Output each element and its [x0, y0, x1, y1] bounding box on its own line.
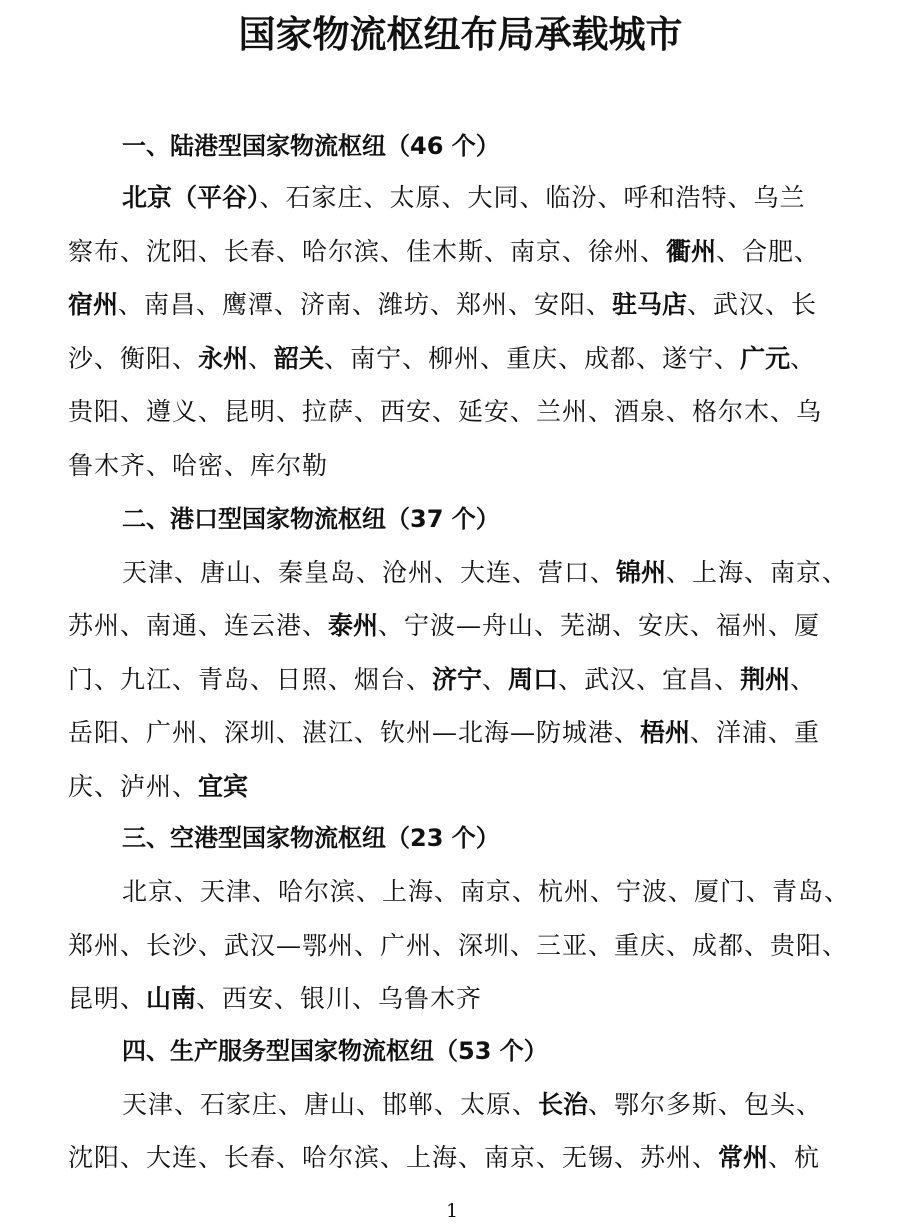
city-list-text: 察布、沈阳、长春、哈尔滨、佳木斯、南京、徐州、 — [68, 237, 667, 266]
city-name-bold: 周口 — [508, 665, 559, 694]
city-list-text: 、武汉、长 — [687, 290, 818, 319]
city-name-bold: 宜宾 — [198, 772, 249, 801]
city-list-text: 、洋浦、重 — [690, 718, 821, 747]
section-heading-production-service: 四、生产服务型国家物流枢纽（53 个） — [122, 1037, 548, 1065]
city-name-bold: 长治 — [538, 1090, 589, 1119]
body-line — [122, 553, 848, 593]
page-number: 1 — [445, 1200, 459, 1222]
city-list-text: 门、九江、青岛、日照、烟台、 — [68, 665, 433, 694]
body-line — [122, 1085, 822, 1125]
city-list-text: 鲁木齐、哈密、库尔勒 — [68, 451, 329, 480]
city-list-text: 、南昌、鹰潭、济南、潍坊、郑州、安阳、 — [118, 290, 613, 319]
body-line — [68, 606, 820, 646]
body-line — [122, 178, 806, 218]
section-heading-land-port: 一、陆港型国家物流枢纽（46 个） — [122, 132, 500, 160]
city-list-text: 、上海、南京、 — [666, 558, 849, 587]
city-list-text: 贵阳、遵义、昆明、拉萨、西安、延安、兰州、酒泉、格尔木、乌 — [68, 397, 823, 426]
city-list-text: 、宁波—舟山、芜湖、安庆、福州、厦 — [378, 611, 821, 640]
city-list-text: 、 — [790, 344, 817, 373]
city-list-text: 、西安、银川、乌鲁木齐 — [196, 984, 483, 1013]
city-list-text: 、杭 — [768, 1143, 821, 1172]
body-line — [68, 1138, 820, 1178]
body-line — [68, 446, 328, 486]
city-list-text: 苏州、南通、连云港、 — [68, 611, 329, 640]
body-line — [68, 392, 822, 432]
body-line — [68, 232, 820, 272]
section-heading-seaport: 二、港口型国家物流枢纽（37 个） — [122, 505, 500, 533]
city-name-bold: 衢州 — [666, 237, 717, 266]
city-list-text: 、 — [482, 665, 509, 694]
city-list-text: 郑州、长沙、武汉—鄂州、广州、深圳、三亚、重庆、成都、贵阳、 — [68, 931, 849, 960]
body-line — [68, 979, 482, 1019]
body-line — [68, 713, 820, 753]
city-name-bold: 宿州 — [68, 290, 119, 319]
city-name-bold: 泰州 — [328, 611, 379, 640]
body-line — [68, 339, 816, 379]
city-list-text: 沙、衡阳、 — [68, 344, 199, 373]
city-name-bold: 北京（平谷） — [122, 183, 260, 212]
city-list-text: 、石家庄、太原、大同、临汾、呼和浩特、乌兰 — [259, 183, 806, 212]
page-title: 国家物流枢纽布局承载城市 — [238, 12, 683, 56]
city-list-text: 、 — [248, 344, 275, 373]
city-name-bold: 山南 — [146, 984, 197, 1013]
body-line — [68, 285, 817, 325]
city-name-bold: 梧州 — [640, 718, 691, 747]
body-line — [68, 767, 248, 807]
city-list-text: 北京、天津、哈尔滨、上海、南京、杭州、宁波、厦门、青岛、 — [122, 877, 851, 906]
body-line — [122, 872, 850, 912]
city-list-text: 、南宁、柳州、重庆、成都、遂宁、 — [324, 344, 741, 373]
city-list-text: 岳阳、广州、深圳、湛江、钦州—北海—防城港、 — [68, 718, 641, 747]
city-name-bold: 荆州 — [740, 665, 791, 694]
city-list-text: 庆、泸州、 — [68, 772, 199, 801]
section-heading-airport: 三、空港型国家物流枢纽（23 个） — [122, 824, 500, 852]
city-name-bold: 济宁 — [432, 665, 483, 694]
body-line — [68, 926, 848, 966]
city-name-bold: 广元 — [740, 344, 791, 373]
city-name-bold: 锦州 — [616, 558, 667, 587]
city-name-bold: 驻马店 — [612, 290, 688, 319]
city-list-text: 、鄂尔多斯、包头、 — [588, 1090, 823, 1119]
city-list-text: 天津、石家庄、唐山、邯郸、太原、 — [122, 1090, 539, 1119]
city-name-bold: 常州 — [718, 1143, 769, 1172]
city-list-text: 天津、唐山、秦皇岛、沧州、大连、营口、 — [122, 558, 617, 587]
city-list-text: 、武汉、宜昌、 — [558, 665, 741, 694]
body-line — [68, 660, 816, 700]
city-list-text: 、合肥、 — [716, 237, 821, 266]
city-list-text: 、 — [790, 665, 817, 694]
city-name-bold: 永州 — [198, 344, 249, 373]
city-list-text: 沈阳、大连、长春、哈尔滨、上海、南京、无锡、苏州、 — [68, 1143, 719, 1172]
city-list-text: 昆明、 — [68, 984, 147, 1013]
city-name-bold: 韶关 — [274, 344, 325, 373]
